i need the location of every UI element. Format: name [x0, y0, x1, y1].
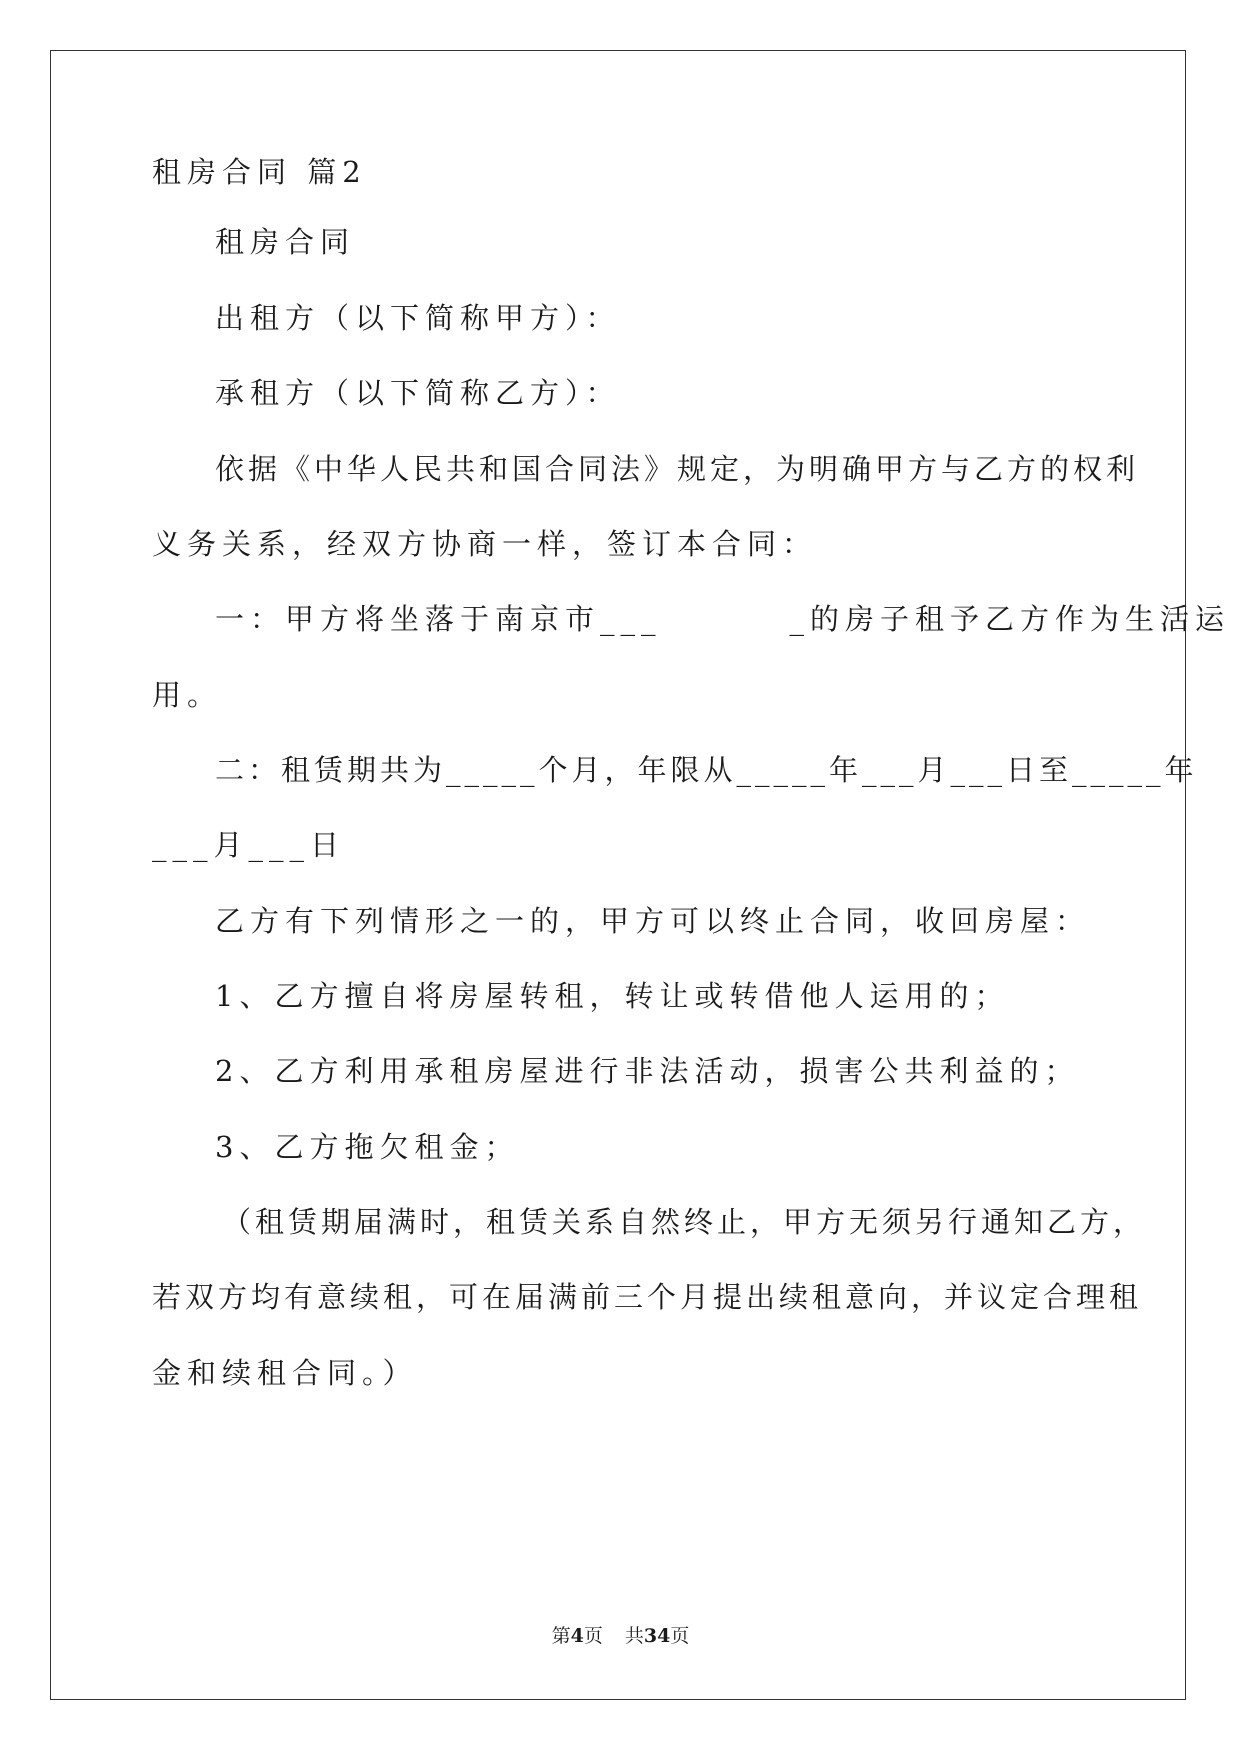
tenant-line: 承租方（以下简称乙方）： — [215, 376, 621, 410]
note-line-1: （租赁期届满时，租赁关系自然终止，甲方无须另行通知乙方， — [222, 1205, 1147, 1239]
note-line-2: 若双方均有意续租，可在届满前三个月提出续租意向，并议定合理租 — [152, 1280, 1143, 1314]
clause-1-line-2: 用。 — [152, 678, 223, 712]
page-number: 4 — [570, 1625, 584, 1647]
termination-item-1: 1、乙方擅自将房屋转租，转让或转借他人运用的； — [215, 979, 1010, 1013]
clause-1-part-a: 一：甲方将坐落于南京市___ — [215, 602, 662, 636]
total-pages: 34 — [643, 1625, 671, 1647]
note-line-3: 金和续租合同。） — [152, 1356, 418, 1390]
preamble-line-1: 依据《中华人民共和国合同法》规定，为明确甲方与乙方的权利 — [215, 452, 1140, 486]
section-heading: 租房合同 篇2 — [152, 155, 367, 189]
clause-1-part-b: _的房子租予乙方作为生活运 — [789, 602, 1231, 636]
contract-title: 租房合同 — [215, 225, 356, 259]
preamble-line-2: 义务关系，经双方协商一样，签订本合同： — [152, 527, 818, 561]
termination-intro: 乙方有下列情形之一的，甲方可以终止合同，收回房屋： — [215, 904, 1091, 938]
page-suffix: 页 — [583, 1625, 603, 1647]
total-suffix: 页 — [670, 1625, 690, 1647]
landlord-line: 出租方（以下简称甲方）： — [215, 301, 621, 335]
page-border — [50, 50, 1198, 1700]
clause-2-line-1: 二：租赁期共为_____个月，年限从_____年___月___日至_____年 — [215, 753, 1198, 787]
page-footer — [0, 1627, 1241, 1646]
clause-2-line-2: ___月___日 — [152, 828, 346, 862]
termination-item-3: 3、乙方拖欠租金； — [215, 1130, 520, 1164]
total-prefix: 共 — [624, 1625, 644, 1647]
clause-1-line-1 — [215, 602, 1231, 636]
termination-item-2: 2、乙方利用承租房屋进行非法活动，损害公共利益的； — [215, 1054, 1080, 1088]
page-prefix: 第 — [551, 1625, 571, 1647]
